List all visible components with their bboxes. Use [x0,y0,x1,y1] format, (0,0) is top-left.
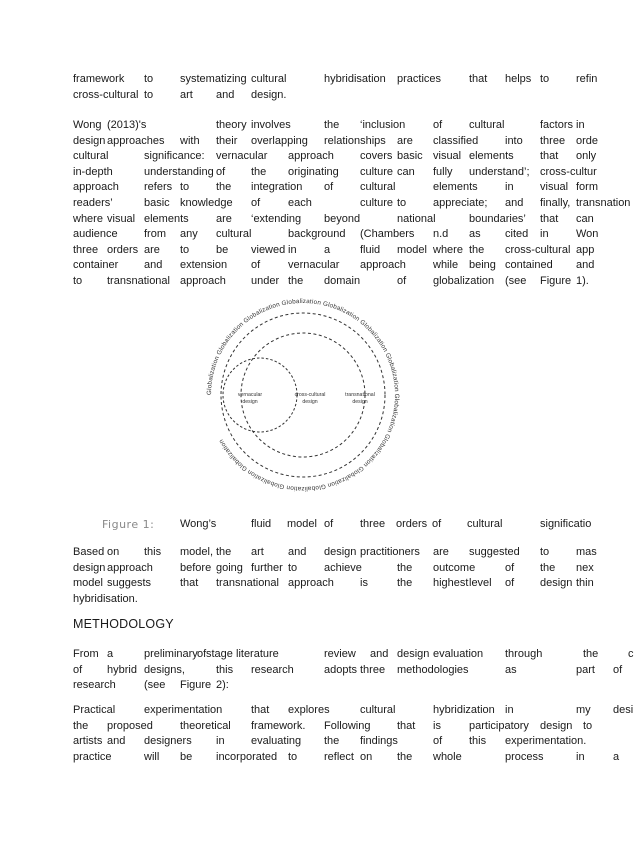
word: the [397,561,413,574]
word: helps [505,73,532,85]
word: basic [397,150,423,163]
word: vernacular [288,259,340,272]
word: practitioners [360,546,420,558]
word: to [180,181,190,194]
transnational-label-line-2: design [352,399,368,405]
word: overlapping [251,134,308,147]
figure-caption-word: Wong’s [180,518,217,530]
word: involves [251,119,291,131]
word: knowledge [180,196,233,209]
word: design [324,546,357,558]
word: this [144,546,162,558]
word: whole [433,750,462,763]
word: the [583,648,599,660]
figure-caption-word: of [432,518,442,530]
globalization-ring-label: Globalization Globalization Globalization Globalization Globalization Globalization Globalization Globalization Globalization Globalization Globalization Globalization Globalization [205,297,401,493]
word: container [73,259,119,272]
word: approach [73,181,119,194]
word: their [216,134,238,147]
word: through [505,648,543,660]
text-line [73,196,631,212]
word: factors [540,119,574,131]
word: approach [107,561,153,574]
word: three [73,243,99,256]
word: this [216,663,234,676]
paragraph-3 [73,545,595,607]
word: in [288,243,297,256]
word: covers [360,150,393,163]
word: this [469,735,487,748]
word: ‘extending [251,212,302,225]
word: the [216,181,232,194]
word: to [180,243,190,256]
text-line [73,663,623,679]
text-line [73,561,595,577]
cross-cultural-label: cross-cultural [294,392,326,398]
text-line [73,576,595,592]
word: review [324,648,356,660]
word: model [73,577,103,590]
word: reflect [324,750,354,763]
word: design [540,719,573,732]
figure-caption-word: three [360,518,386,530]
word: be [216,243,229,256]
word: to [540,546,550,558]
word: can [576,212,594,225]
word: in [576,750,585,763]
word: in [576,119,585,131]
word: and [107,735,126,748]
word: incorporated [216,750,278,763]
word: of [73,663,83,676]
word: literature [236,648,279,660]
cross-cultural-label-line-2: design [302,399,318,405]
text-line [73,227,599,243]
word: suggests [107,577,152,590]
word: that [251,704,270,716]
word: on [360,750,373,763]
word: is [360,577,368,590]
word: research [251,663,294,676]
word: design [397,648,430,660]
word: the [469,243,485,256]
word: designs, [144,663,185,676]
word: culture [360,165,394,178]
word: of [433,735,443,748]
word: approach [360,259,406,272]
word: hybridisation [324,73,386,85]
word: cited [505,228,529,241]
word: outcome [433,561,476,574]
word: nex [576,561,594,574]
word: design [540,577,573,590]
word: a [324,243,331,256]
figure-caption-word: model [287,518,317,530]
word: while [433,259,459,272]
word: mas [576,546,597,558]
word: orde [576,134,599,147]
word: (2013)'s [107,119,147,131]
word: framework [73,73,125,85]
word: to [288,561,298,574]
word: elements [469,150,514,163]
word: design. [251,88,287,101]
word: to [144,73,154,85]
word: and [144,259,163,272]
word: cultural [251,73,287,85]
three-orders-diagram [198,290,408,500]
word: orders [107,243,139,256]
word: research [73,679,116,692]
word: integration [251,181,303,194]
word: under [251,274,280,287]
paragraph-5 [73,703,634,765]
text-line [73,545,595,561]
word: will [144,750,160,763]
word: in-depth [73,165,113,178]
section-heading: METHODOLOGY [73,617,174,631]
word: are [433,546,449,558]
word: the [73,719,89,732]
word: transnational [107,274,170,287]
word: further [251,561,283,574]
word: transnation [576,196,631,209]
word: the [251,165,267,178]
word: cultural [360,704,396,716]
word: Wong [73,119,102,131]
word: readers’ [73,196,113,209]
word: with [180,134,200,147]
word: three [540,134,566,147]
word: viewed [251,243,286,256]
word: boundaries’ [469,212,526,225]
text-line [73,212,595,228]
word: suggested [469,546,520,558]
word: practice [73,750,112,763]
paragraph-1 [73,72,598,103]
word: explores [288,704,330,716]
word: 1). [576,274,589,287]
word: design [73,561,106,574]
word: of [613,663,623,676]
word: any [180,228,198,241]
word: approaches [107,134,165,147]
text-line [73,72,598,88]
text-line [73,274,595,290]
word: in [505,704,514,716]
text-line [73,134,599,150]
word: globalization [433,274,495,287]
word: can [397,165,415,178]
text-line [73,678,595,694]
text-line [73,118,595,134]
word: cultural [469,119,505,131]
word: the [288,274,304,287]
word: evaluating [251,735,302,748]
word: stage [206,648,233,660]
word: cultural [216,228,252,241]
word: to [73,274,83,287]
word: cross-cultural [505,243,571,256]
word: fluid [360,243,381,256]
vernacular-label: vernacular [237,392,263,398]
paragraph-2 [73,118,631,290]
word: evaluation [433,648,484,660]
word: and [288,546,307,558]
word: Practical [73,704,116,716]
word: approach [288,150,334,163]
word: theory [216,119,247,131]
word: model, [180,546,214,558]
word: highest [433,577,469,590]
word: of [324,181,334,194]
word: findings [360,735,398,748]
word: that [180,577,199,590]
word: be [180,750,193,763]
text-line [73,750,620,766]
text-line [73,243,595,259]
word: level [469,577,492,590]
word: experimentation. [505,735,587,748]
word: preliminary [144,648,198,660]
text-line [73,734,595,750]
word: systematizing [180,73,247,85]
word: to [397,196,407,209]
word: participatory [469,719,529,732]
word: understanding [144,165,214,178]
word: refin [576,73,598,85]
word: are [397,134,413,147]
word: (Chambers [360,228,415,241]
word: methodologies [397,663,469,676]
word: (see [505,274,527,287]
word: c [628,648,634,660]
figure-caption-word: orders [396,518,428,530]
word: fully [433,165,453,178]
text-line [73,258,595,274]
word: finally, [540,196,571,209]
word: that [540,212,559,225]
word: and [505,196,524,209]
word: Figure [180,679,212,692]
word: n.d [433,228,449,241]
word: a [107,648,114,660]
word: cultural [360,181,396,194]
figure-caption-word: of [324,518,334,530]
word: basic [144,196,170,209]
word: that [397,719,416,732]
figure-caption-word: fluid [251,518,272,530]
word: and [370,648,389,660]
word: that [469,73,488,85]
word: visual [433,150,462,163]
word: culture [360,196,394,209]
word: hybridisation. [73,592,138,605]
word: elements [144,212,189,225]
text-line [73,647,634,663]
figure-caption-word: cultural [467,518,503,530]
word: of [505,561,515,574]
word: process [505,750,544,763]
word: the [397,750,413,763]
word: vernacular [216,150,268,163]
word: to [144,88,154,101]
word: From [73,648,99,660]
word: where [73,212,103,225]
word: cross-cultural [73,88,139,101]
word: of [397,274,407,287]
word: in [540,228,549,241]
word: of [433,119,443,131]
word: approach [288,577,334,590]
word: the [216,546,232,558]
word: are [144,243,160,256]
word: approach [180,274,226,287]
word: significance: [144,150,205,163]
word: are [216,212,232,225]
text-line [73,703,634,719]
word: three [360,663,386,676]
word: national [397,212,436,225]
word: appreciate; [433,196,488,209]
word: of [251,196,261,209]
word: experimentation [144,704,223,716]
word: as [469,228,481,241]
word: 2): [216,679,229,692]
word: the [324,119,340,131]
word: is [433,719,441,732]
word: thin [576,577,594,590]
word: to [540,73,550,85]
word: relationships [324,134,386,147]
word: Following [324,719,371,732]
word: (see [144,679,166,692]
word: cross-cultur [540,165,597,178]
word: in [505,181,514,194]
word: domain [324,274,361,287]
word: artists [73,735,103,748]
word: refers [144,181,173,194]
word: where [433,243,463,256]
word: the [397,577,413,590]
word: classified [433,134,479,147]
word: art [180,88,193,101]
word: adopts [324,663,358,676]
word: Won [576,228,599,241]
word: designers [144,735,192,748]
word: contained [505,259,553,272]
word: audience [73,228,118,241]
word: extension [180,259,228,272]
word: of [197,648,207,660]
word: visual [540,181,569,194]
word: my [576,704,591,716]
word: ‘inclusion [360,119,406,131]
word: only [576,150,597,163]
word: part [576,663,595,676]
word: Figure [540,274,572,287]
word: transnational [216,577,279,590]
word: achieve [324,561,362,574]
word: into [505,134,523,147]
word: visual [107,212,136,225]
word: model [397,243,427,256]
word: understand’; [469,165,530,178]
word: of [251,259,261,272]
word: hybridization [433,704,495,716]
word: and [576,259,595,272]
word: in [216,735,225,748]
word: each [288,196,312,209]
word: to [288,750,298,763]
word: proposed [107,719,153,732]
word: form [576,181,598,194]
word: theoretical [180,719,231,732]
word: originating [288,165,339,178]
word: Based [73,546,105,558]
word: beyond [324,212,361,225]
word: going [216,561,243,574]
word: and [216,88,235,101]
word: before [180,561,212,574]
word: framework. [251,719,306,732]
word: on [107,546,120,558]
word: practices [397,73,442,85]
word: desi [613,704,634,716]
transnational-label: transnational [345,392,375,398]
word: hybrid [107,663,137,676]
text-line [73,165,595,181]
word: that [540,150,559,163]
word: art [251,546,264,558]
text-line [73,149,595,165]
word: cultural [73,150,109,163]
vernacular-label-line-2: design [242,399,258,405]
word: background [288,228,346,241]
text-line [73,719,595,735]
word: the [324,735,340,748]
text-line [73,180,598,196]
paragraph-4 [73,647,634,694]
figure-caption-word: significatio [540,518,592,530]
word: from [144,228,166,241]
word: of [505,577,515,590]
word: design [73,134,106,147]
word: as [505,663,517,676]
word: of [216,165,226,178]
figure-caption-label: Figure 1: [102,518,155,531]
word: elements [433,181,478,194]
text-line [73,592,595,608]
word: a [613,750,620,763]
word: being [469,259,496,272]
word: app [576,243,595,256]
word: to [583,719,593,732]
text-line [73,88,595,104]
word: the [540,561,556,574]
